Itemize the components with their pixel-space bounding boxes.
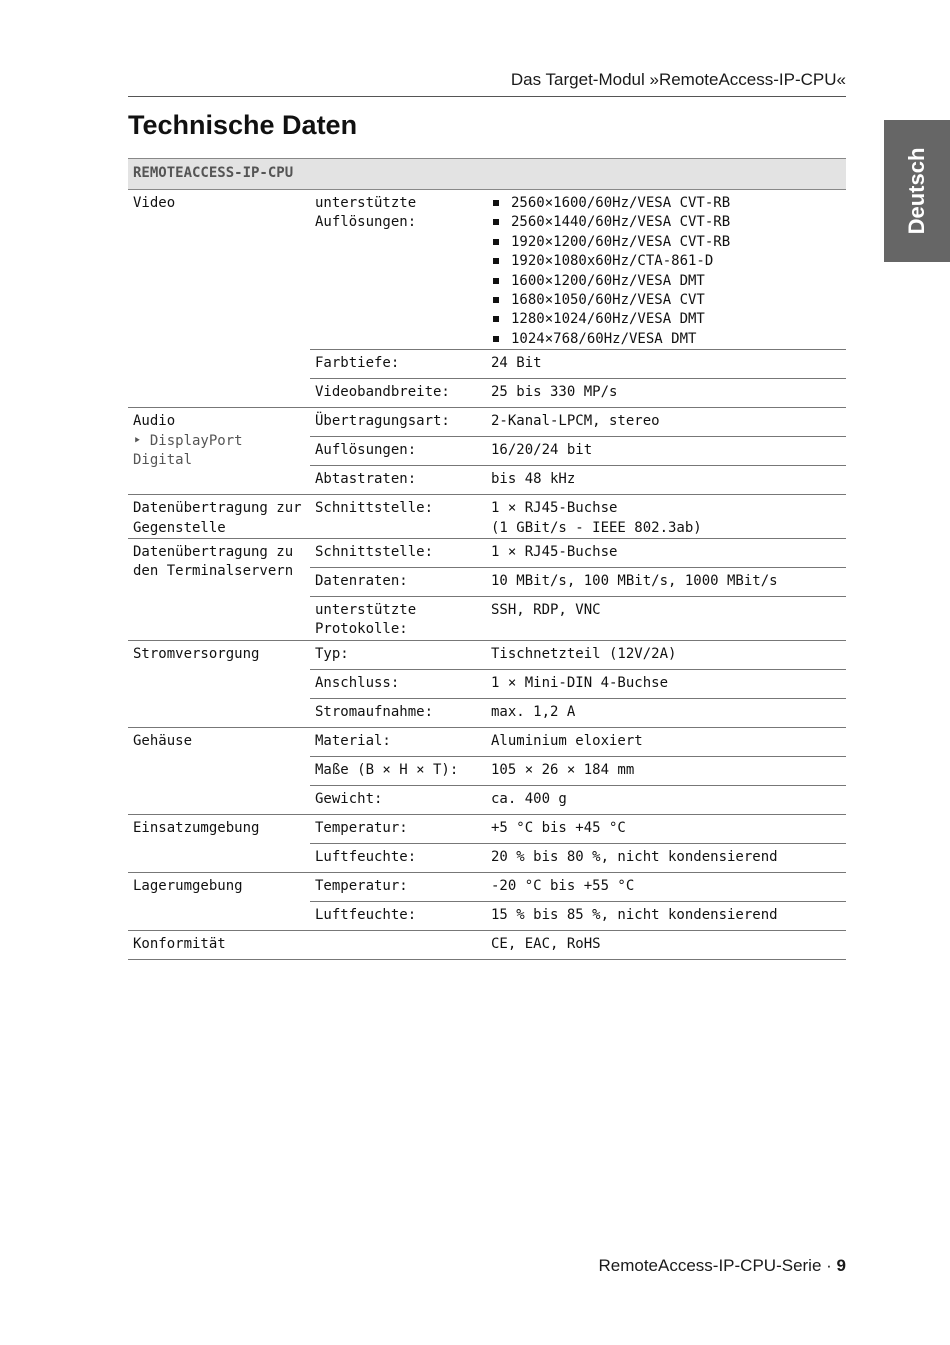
group-label: Datenübertragung zu den Terminalservern <box>128 539 310 641</box>
spec-value: Tischnetzteil (12V/2A) <box>486 640 846 669</box>
spec-value: 105 × 26 × 184 mm <box>486 756 846 785</box>
table-row <box>128 872 846 901</box>
page-title: Technische Daten <box>128 110 358 140</box>
spec-label: Schnittstelle: <box>310 539 486 568</box>
spec-value-line: (1 GBit/s - IEEE 802.3ab) <box>491 519 702 536</box>
list-item: 2560×1440/60Hz/VESA CVT-RB <box>491 213 841 232</box>
spec-table-heading: REMOTEACCESS-IP-CPU <box>128 159 846 190</box>
spec-value: 1 × RJ45-Buchse <box>486 539 846 568</box>
list-item: 1680×1050/60Hz/VESA CVT <box>491 291 841 310</box>
table-row <box>128 814 846 843</box>
spec-label: Videobandbreite: <box>310 379 486 408</box>
spec-label: Gewicht: <box>310 785 486 814</box>
spec-label: Temperatur: <box>310 814 486 843</box>
spec-label: Material: <box>310 727 486 756</box>
list-item: 2560×1600/60Hz/VESA CVT-RB <box>491 194 841 213</box>
spec-label: Temperatur: <box>310 872 486 901</box>
spec-value: CE, EAC, RoHS <box>486 930 846 959</box>
list-item: 1024×768/60Hz/VESA DMT <box>491 330 841 349</box>
spec-label: Typ: <box>310 640 486 669</box>
spec-value: ca. 400 g <box>486 785 846 814</box>
spec-value: max. 1,2 A <box>486 698 846 727</box>
spec-label-empty <box>310 930 486 959</box>
spec-value: bis 48 kHz <box>486 466 846 495</box>
spec-label: Schnittstelle: <box>310 495 486 539</box>
table-row <box>128 408 846 437</box>
running-header: Das Target-Modul »RemoteAccess-IP-CPU« <box>510 70 846 89</box>
table-row <box>128 930 846 959</box>
group-label: Konformität <box>128 930 310 959</box>
spec-value: 10 MBit/s, 100 MBit/s, 1000 MBit/s <box>486 568 846 597</box>
list-item: 1280×1024/60Hz/VESA DMT <box>491 310 841 329</box>
spec-label: Luftfeuchte: <box>310 843 486 872</box>
group-label: Stromversorgung <box>128 640 310 727</box>
table-row <box>128 539 846 568</box>
language-tab-label: Deutsch <box>904 147 929 235</box>
list-item: 1920×1080x60Hz/CTA-861-D <box>491 252 841 271</box>
spec-label: Anschluss: <box>310 669 486 698</box>
group-label: Gehäuse <box>128 727 310 814</box>
spec-value <box>486 190 846 350</box>
spec-label: unterstützte Protokolle: <box>310 597 486 641</box>
spec-value <box>486 495 846 539</box>
spec-label: Abtastraten: <box>310 466 486 495</box>
spec-label: Übertragungsart: <box>310 408 486 437</box>
language-tab <box>884 120 950 262</box>
group-label: Einsatzumgebung <box>128 814 310 872</box>
list-item: 1920×1200/60Hz/VESA CVT-RB <box>491 233 841 252</box>
resolution-list <box>491 194 841 349</box>
spec-value: 15 % bis 85 %, nicht kondensierend <box>486 901 846 930</box>
group-label <box>128 408 310 495</box>
list-item: 1600×1200/60Hz/VESA DMT <box>491 272 841 291</box>
spec-value: Aluminium eloxiert <box>486 727 846 756</box>
spec-value: 2-Kanal-LPCM, stereo <box>486 408 846 437</box>
spec-label: Farbtiefe: <box>310 350 486 379</box>
spec-value: -20 °C bis +55 °C <box>486 872 846 901</box>
spec-label: Datenraten: <box>310 568 486 597</box>
group-title: Audio <box>133 413 176 430</box>
spec-label: Luftfeuchte: <box>310 901 486 930</box>
table-row <box>128 640 846 669</box>
group-label: Lagerumgebung <box>128 872 310 930</box>
table-row <box>128 190 846 350</box>
page-number: 9 <box>836 1256 846 1275</box>
spec-value: 16/20/24 bit <box>486 437 846 466</box>
footer-series: RemoteAccess-IP-CPU-Serie · <box>598 1256 837 1275</box>
spec-label: Stromaufnahme: <box>310 698 486 727</box>
group-label: Datenübertragung zur Gegenstelle <box>128 495 310 539</box>
table-row <box>128 727 846 756</box>
spec-value: 1 × Mini-DIN 4-Buchse <box>486 669 846 698</box>
spec-value: 20 % bis 80 %, nicht kondensierend <box>486 843 846 872</box>
table-row <box>128 495 846 539</box>
spec-label: Auflösungen: <box>310 437 486 466</box>
spec-label: unterstützte Auflösungen: <box>310 190 486 350</box>
header-rule <box>128 96 846 97</box>
spec-value: 24 Bit <box>486 350 846 379</box>
spec-table <box>128 158 846 960</box>
spec-label: Maße (B × H × T): <box>310 756 486 785</box>
spec-value: SSH, RDP, VNC <box>486 597 846 641</box>
spec-value-line: 1 × RJ45-Buchse <box>491 500 618 517</box>
running-footer <box>128 1256 846 1276</box>
group-label: Video <box>128 190 310 408</box>
spec-value: +5 °C bis +45 °C <box>486 814 846 843</box>
group-subtitle: ‣ DisplayPort Digital <box>133 432 243 469</box>
spec-value: 25 bis 330 MP/s <box>486 379 846 408</box>
